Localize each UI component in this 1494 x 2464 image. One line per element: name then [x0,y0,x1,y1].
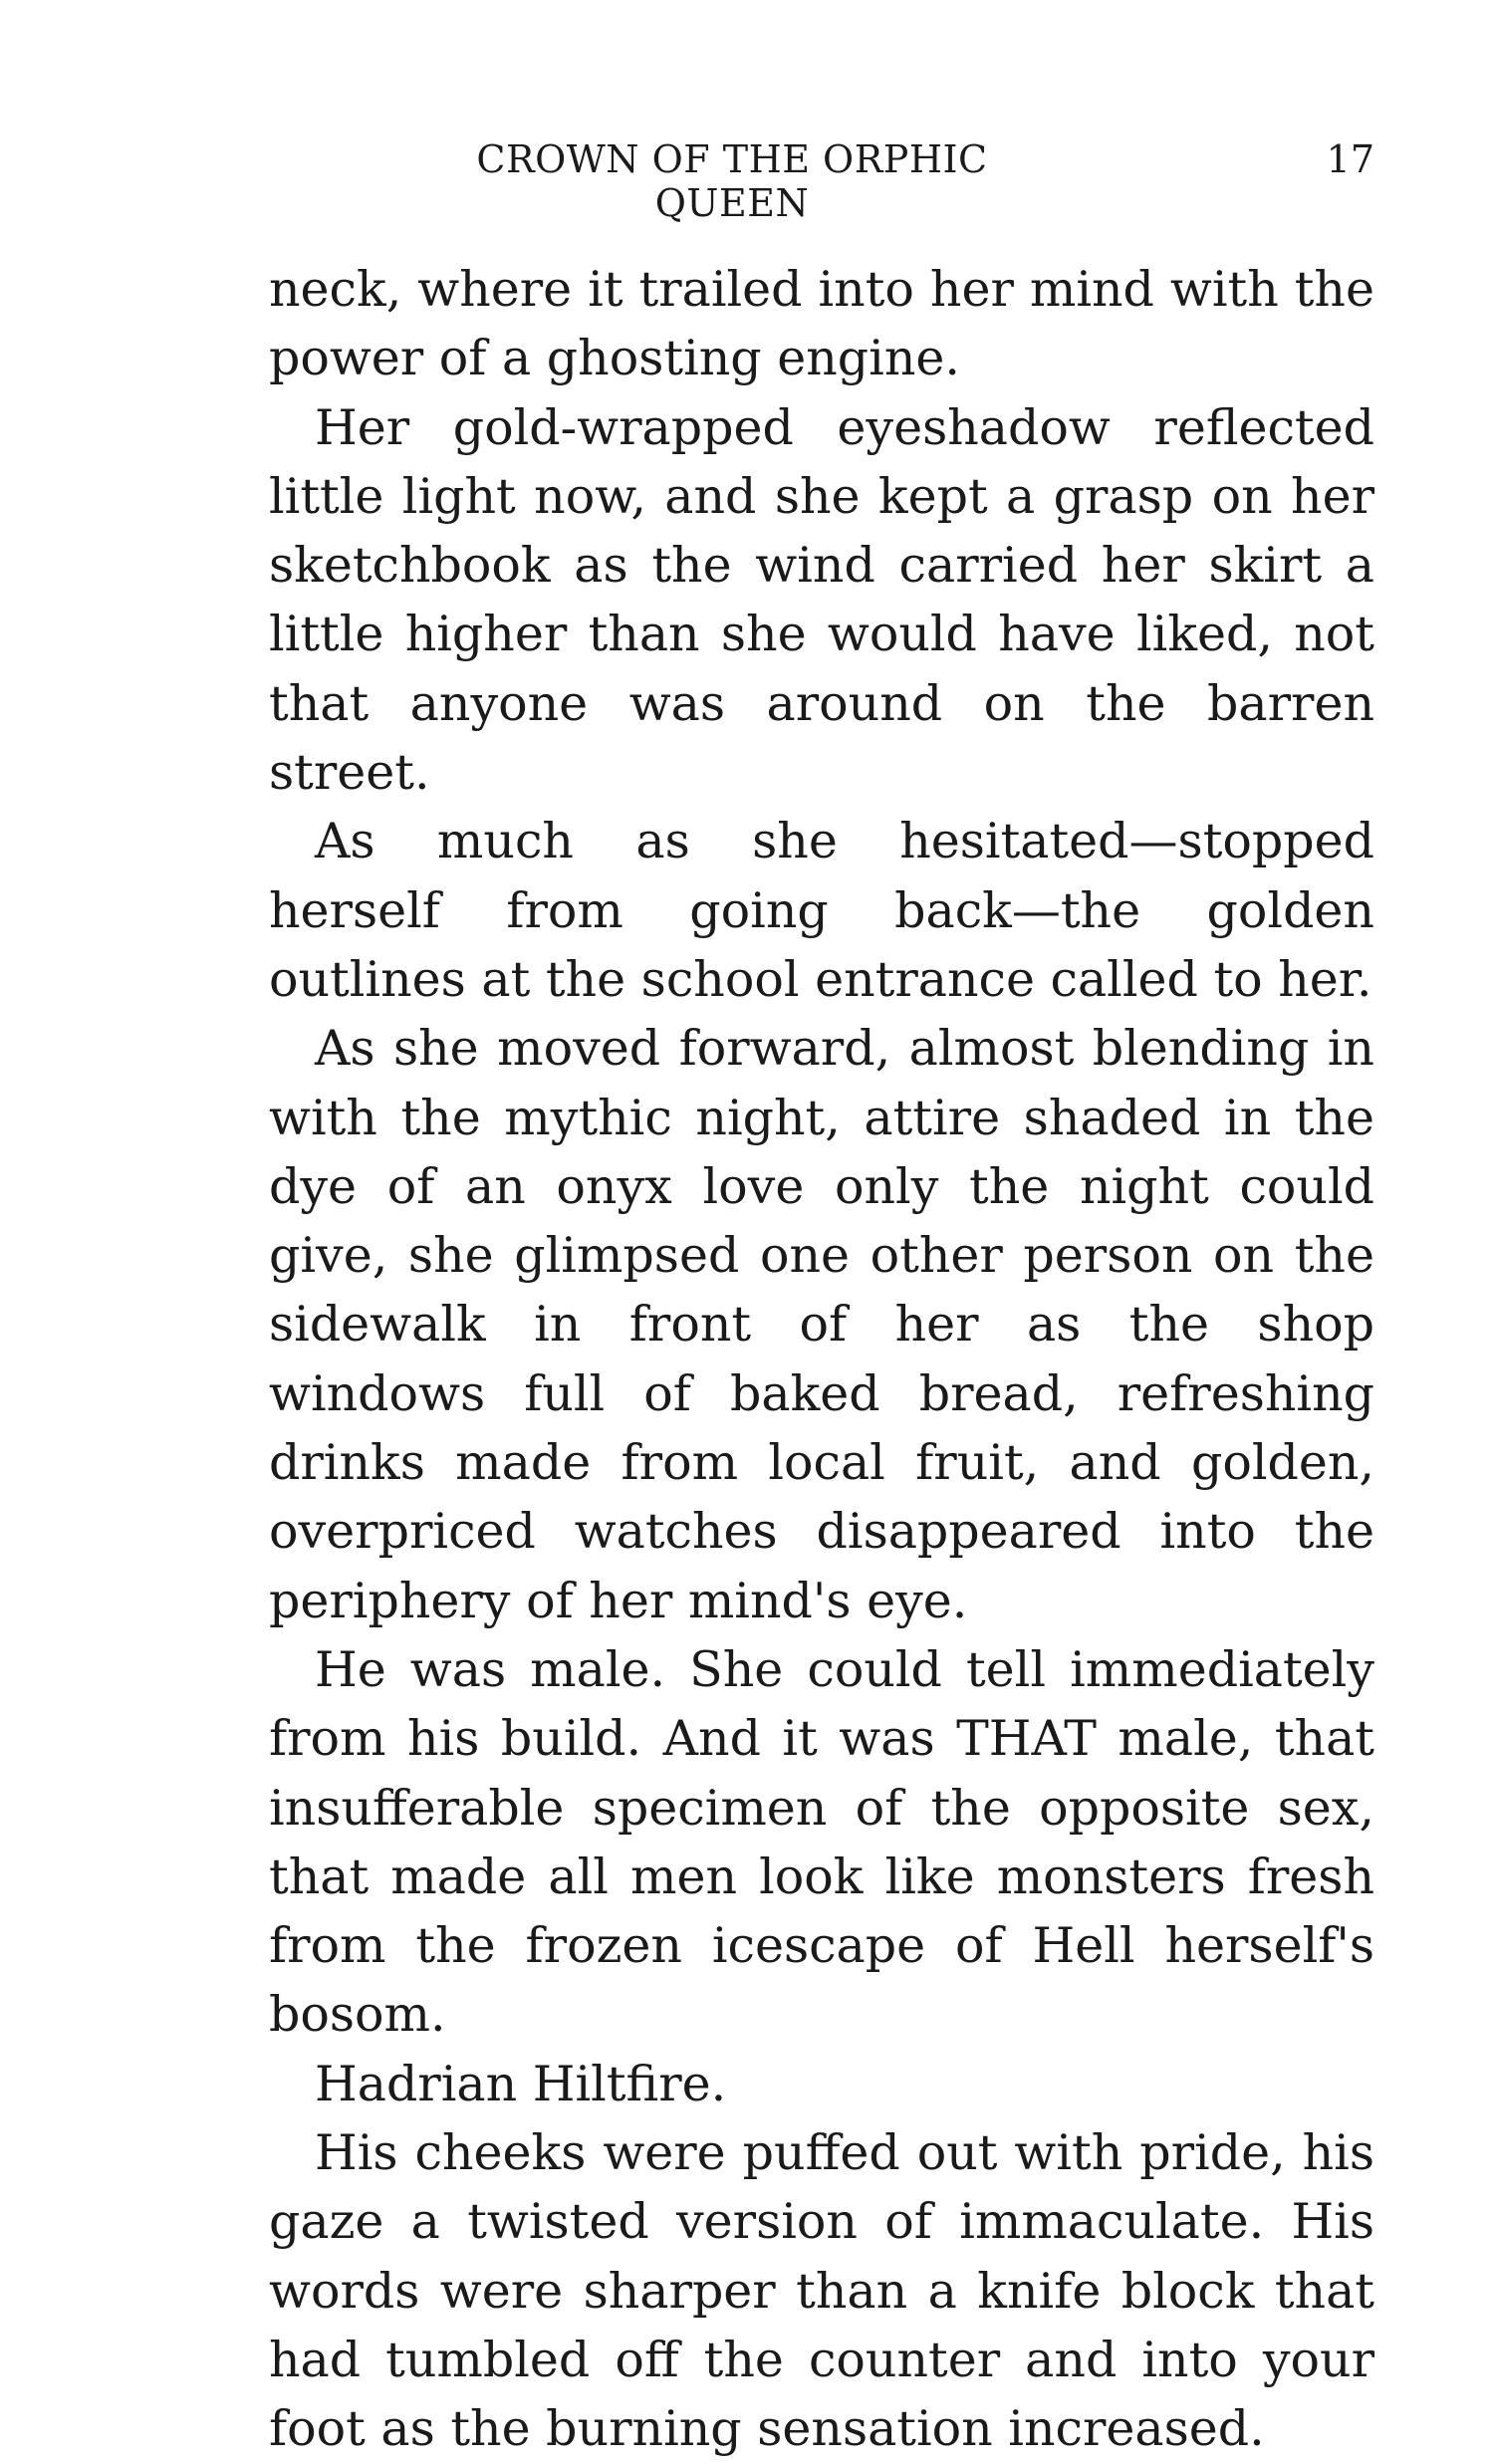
paragraph: As she moved forward, almost blending in with the mythic night, attire shaded in the dye of an onyx love only the night could give, she glimpsed one other person on the sidewalk in front of her as the shop windows full of baked bread, refreshing drinks made from local fruit, and golden, overpriced watches disappeared into the periphery of her mind's eye. [269,1020,1374,1629]
paragraph: As much as she hesitated—stopped herself from going back—the golden outlines at the school entrance called to her. [269,813,1374,1008]
paragraph: He was male. She could tell immediately from his build. And it was THAT male, that insufferable specimen of the opposite sex, that made all men look like monsters fresh from the frozen icescape of Hell herself's bosom. [269,1640,1374,2044]
paragraph: His cheeks were puffed out with pride, his gaze a twisted version of immaculate. His words were sharper than a knife block that had tumbled off the counter and into your foot as the burning sensation increased. [269,2124,1374,2458]
book-title: CROWN OF THE ORPHIC QUEEN [476,137,988,225]
page-number: 17 [1326,137,1374,181]
running-header [269,137,1374,225]
body-text [269,255,1374,2464]
paragraph: Hadrian Hiltfire. [315,2055,727,2112]
paragraph: Her gold-wrapped eyeshadow reflected little light now, and she kept a grasp on her sketchbook as the wind carried her skirt a little higher than she would have liked, not that anyone was around on the barren street. [269,398,1374,802]
paragraph-continued: neck, where it trailed into her mind with the power of a ghosting engine. [269,261,1374,387]
